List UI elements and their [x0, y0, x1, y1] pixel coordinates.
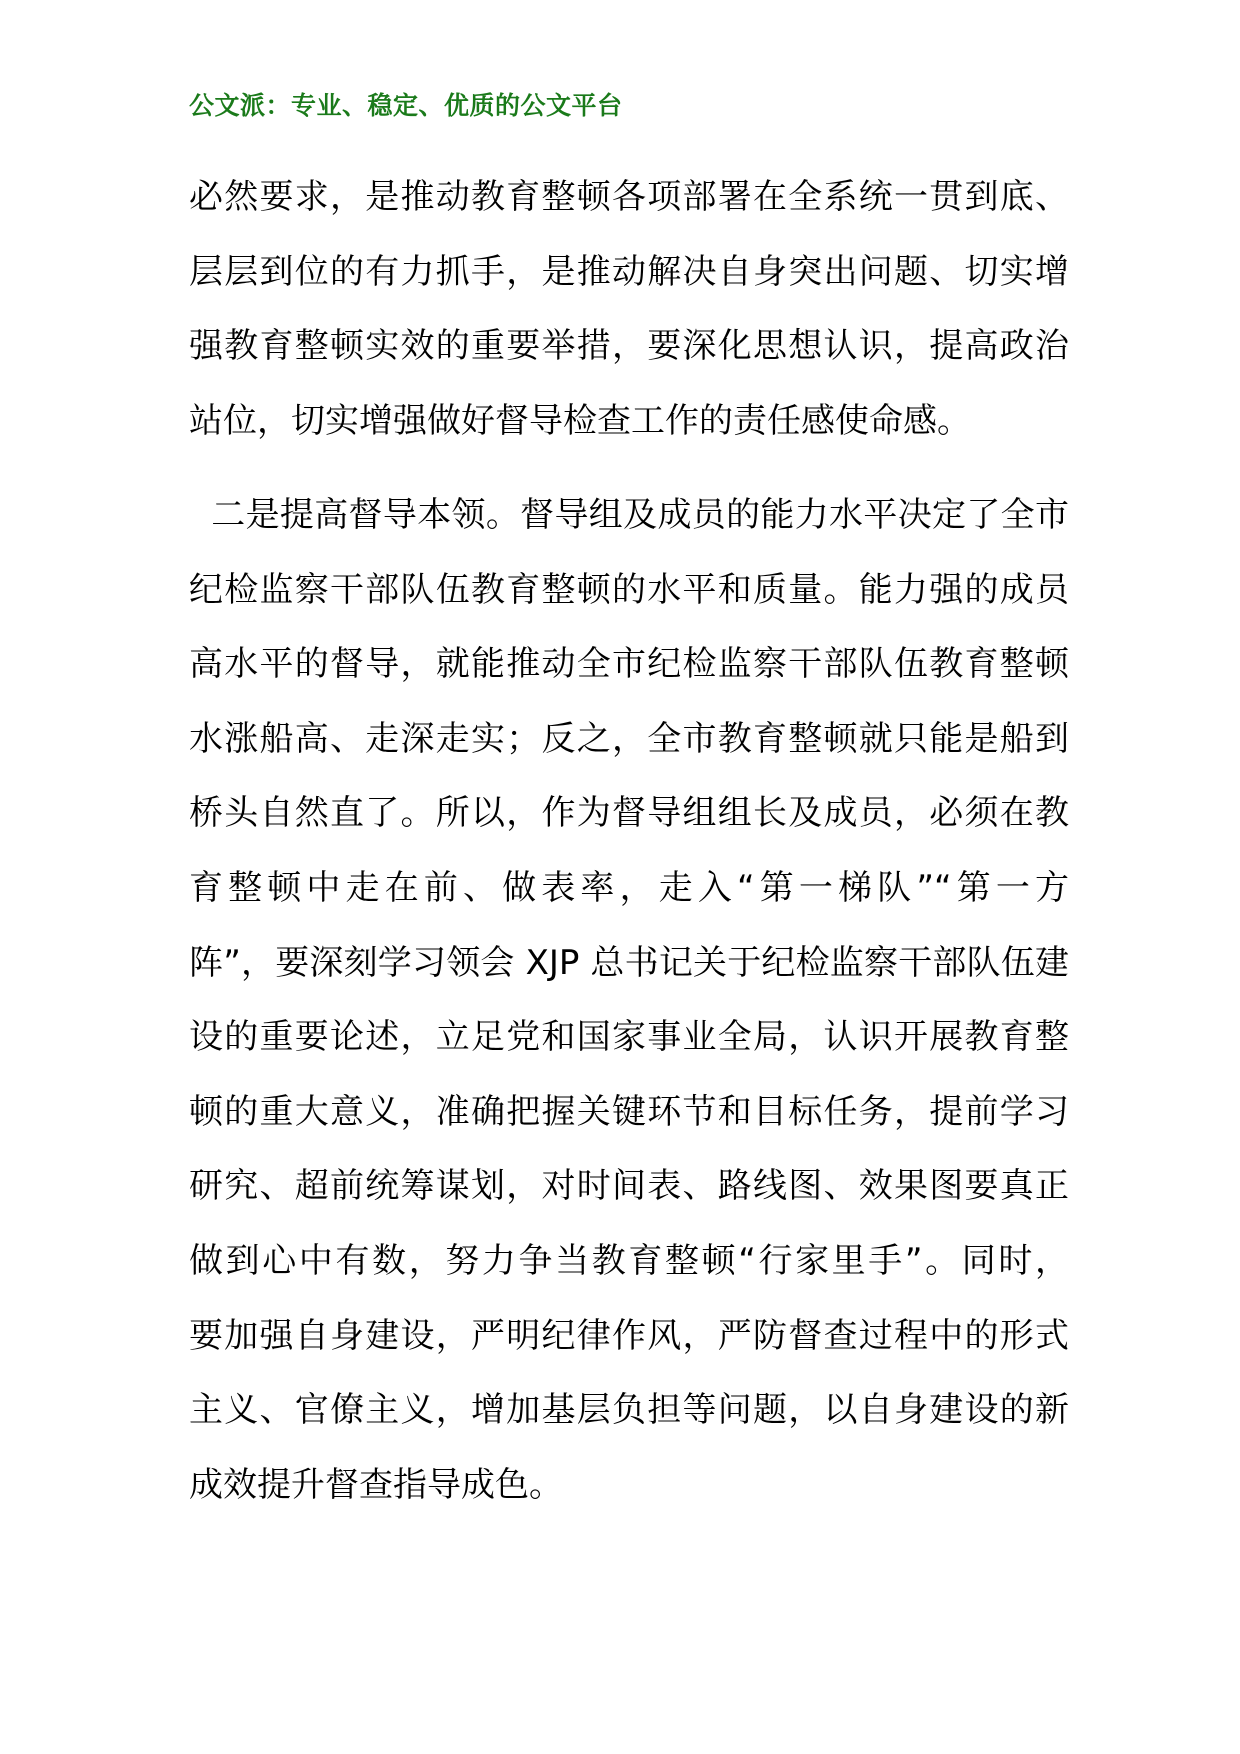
- paragraph-line: 纪检监察干部队伍教育整顿的水平和质量。能力强的成员: [189, 569, 1069, 610]
- paragraph-line: 育整顿中走在前、做表率，走入“第一梯队”“第一方: [189, 867, 1069, 908]
- header-text: 公文派：专业、稳定、优质的公文平台: [189, 91, 623, 120]
- paragraph-line: 桥头自然直了。所以，作为督导组组长及成员，必须在教: [189, 793, 1069, 834]
- paragraph-line: 研究、超前统筹谋划，对时间表、路线图、效果图要真正: [189, 1166, 1069, 1207]
- paragraph-line: 主义、官僚主义，增加基层负担等问题，以自身建设的新: [189, 1390, 1069, 1431]
- paragraph-line: 层层到位的有力抓手，是推动解决自身突出问题、切实增: [189, 251, 1069, 292]
- paragraph-line: 水涨船高、走深走实；反之，全市教育整顿就只能是船到: [189, 718, 1069, 759]
- paragraph-line: 阵”，要深刻学习领会 XJP 总书记关于纪检监察干部队伍建: [189, 942, 1069, 983]
- paragraph-line: 要加强自身建设，严明纪律作风，严防督查过程中的形式: [189, 1315, 1069, 1356]
- paragraph-line: 设的重要论述，立足党和国家事业全局，认识开展教育整: [189, 1017, 1069, 1058]
- paragraph-line: 顿的重大意义，准确把握关键环节和目标任务，提前学习: [189, 1091, 1069, 1132]
- paragraph-line: 高水平的督导，就能推动全市纪检监察干部队伍教育整顿: [189, 644, 1069, 685]
- paragraph-line: 站位，切实增强做好督导检查工作的责任感使命感。: [189, 400, 971, 441]
- paragraph-line: 必然要求，是推动教育整顿各项部署在全系统一贯到底、: [189, 177, 1069, 217]
- paragraph-line: 二是提高督导本领。督导组及成员的能力水平决定了全市: [189, 495, 1069, 535]
- paragraph-line: 成效提升督查指导成色。: [189, 1464, 563, 1505]
- page-header: [189, 86, 623, 122]
- paragraph-1: [189, 160, 1069, 458]
- paragraph-line: 做到心中有数，努力争当教育整顿“行家里手”。同时，: [189, 1240, 1069, 1281]
- paragraph-2: [189, 478, 1069, 1522]
- paragraph-line: 强教育整顿实效的重要举措，要深化思想认识，提高政治: [189, 326, 1069, 367]
